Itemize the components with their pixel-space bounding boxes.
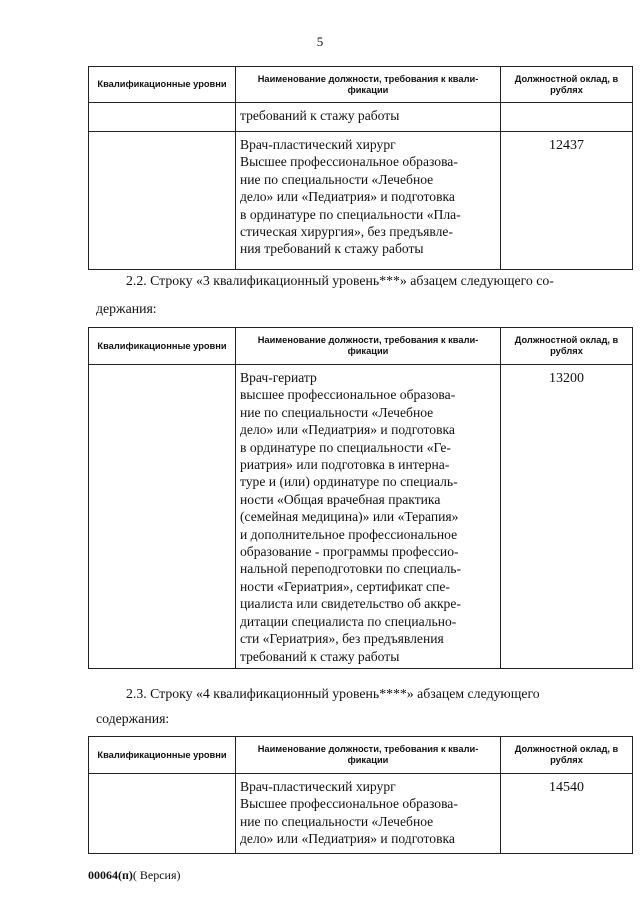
salary-value: 13200 <box>549 371 584 386</box>
salary-cell <box>501 365 633 669</box>
header-qualification-levels: Квалификационные уровни <box>89 737 236 774</box>
paragraph-2-3 <box>96 679 606 708</box>
description-line: дело» или «Педиатрия» и подготовка <box>240 831 455 847</box>
table-row <box>89 132 633 270</box>
description-line: стическая хирургия», без предъявле- <box>240 224 453 240</box>
salary-value: 14540 <box>549 780 584 795</box>
position-description <box>236 774 501 854</box>
document-footer <box>88 868 181 883</box>
qualification-table-1 <box>88 66 633 270</box>
description-line: нальной переподготовки по специаль- <box>240 561 462 577</box>
description-line: дело» или «Педиатрия» и подготовка <box>240 422 455 438</box>
description-line: Высшее профессиональное образова- <box>240 154 458 170</box>
description-line: ние по специальности «Лечебное <box>240 404 434 420</box>
description-line: циалиста или свидетельство об аккре- <box>240 596 461 612</box>
salary-cell <box>501 132 633 270</box>
table-header-row <box>89 328 633 365</box>
description-line: в ординатуре по специальности «Ге- <box>240 439 451 455</box>
position-description <box>236 132 501 270</box>
description-line: сти «Гериатрия», без предъявления <box>240 631 444 647</box>
level-cell <box>89 774 236 854</box>
table-row <box>89 774 633 854</box>
qualification-table-2 <box>88 327 633 669</box>
salary-cell <box>501 103 633 132</box>
qualification-table-3 <box>88 736 633 854</box>
table-row <box>89 365 633 669</box>
description-line: туре и (или) ординатуре по специаль- <box>240 474 458 490</box>
header-salary: Должностной оклад, в рублях <box>501 737 633 774</box>
level-cell <box>89 103 236 132</box>
description-line: Врач-пластический хирург <box>240 779 396 794</box>
position-description <box>236 365 501 669</box>
description-line: в ординатуре по специальности «Пла- <box>240 206 461 222</box>
table-header-row <box>89 67 633 103</box>
header-qualification-levels: Квалификационные уровни <box>89 67 236 103</box>
description-line: дело» или «Педиатрия» и подготовка <box>240 189 455 205</box>
description-line: ности «Гериатрия», сертификат спе- <box>240 578 450 594</box>
header-salary: Должностной оклад, в рублях <box>501 67 633 103</box>
description-line: Врач-пластический хирург <box>240 137 396 152</box>
header-salary: Должностной оклад, в рублях <box>501 328 633 365</box>
paragraph-line: 2.3. Строку «4 квалификационный уровень****» абзацем следующего <box>126 686 540 701</box>
header-qualification-levels: Квалификационные уровни <box>89 328 236 365</box>
level-cell <box>89 132 236 270</box>
description-line: и дополнительное профессиональное <box>240 526 458 542</box>
description-line: (семейная медицина)» или «Терапия» <box>240 509 459 525</box>
paragraph-2-3-continuation: содержания: <box>96 711 170 726</box>
header-position-requirements: Наименование должности, требования к квали-фикации <box>236 67 501 103</box>
description-line: дитации специалиста по специально- <box>240 613 457 629</box>
description-line: ние по специальности «Лечебное <box>240 171 434 187</box>
table-header-row <box>89 737 633 774</box>
continuation-cell <box>236 103 501 132</box>
level-cell <box>89 365 236 669</box>
page-number: 5 <box>316 34 324 49</box>
document-version: ( Версия) <box>132 868 181 882</box>
description-line: Высшее профессиональное образова- <box>240 796 458 812</box>
paragraph-2-2 <box>96 266 606 295</box>
description-line: ние по специальности «Лечебное <box>240 813 434 829</box>
description-line: риатрия» или подготовка в интерна- <box>240 457 450 473</box>
table-row <box>89 103 633 132</box>
continuation-text: требований к стажу работы <box>240 108 400 123</box>
description-line: высшее профессиональное образова- <box>240 387 456 403</box>
header-position-requirements: Наименование должности, требования к квали-фикации <box>236 737 501 774</box>
description-line: образование - программы профессио- <box>240 544 459 560</box>
salary-value: 12437 <box>549 138 584 153</box>
description-line: требований к стажу работы <box>240 648 400 664</box>
description-line: ния требований к стажу работы <box>240 241 424 257</box>
paragraph-line: 2.2. Строку «3 квалификационный уровень***» абзацем следующего со- <box>126 273 554 288</box>
salary-cell <box>501 774 633 854</box>
description-line: Врач-гериатр <box>240 370 317 385</box>
document-code: 00064(п) <box>88 868 133 882</box>
paragraph-2-2-continuation: держания: <box>96 301 157 316</box>
header-position-requirements: Наименование должности, требования к квали-фикации <box>236 328 501 365</box>
description-line: ности «Общая врачебная практика <box>240 491 441 507</box>
